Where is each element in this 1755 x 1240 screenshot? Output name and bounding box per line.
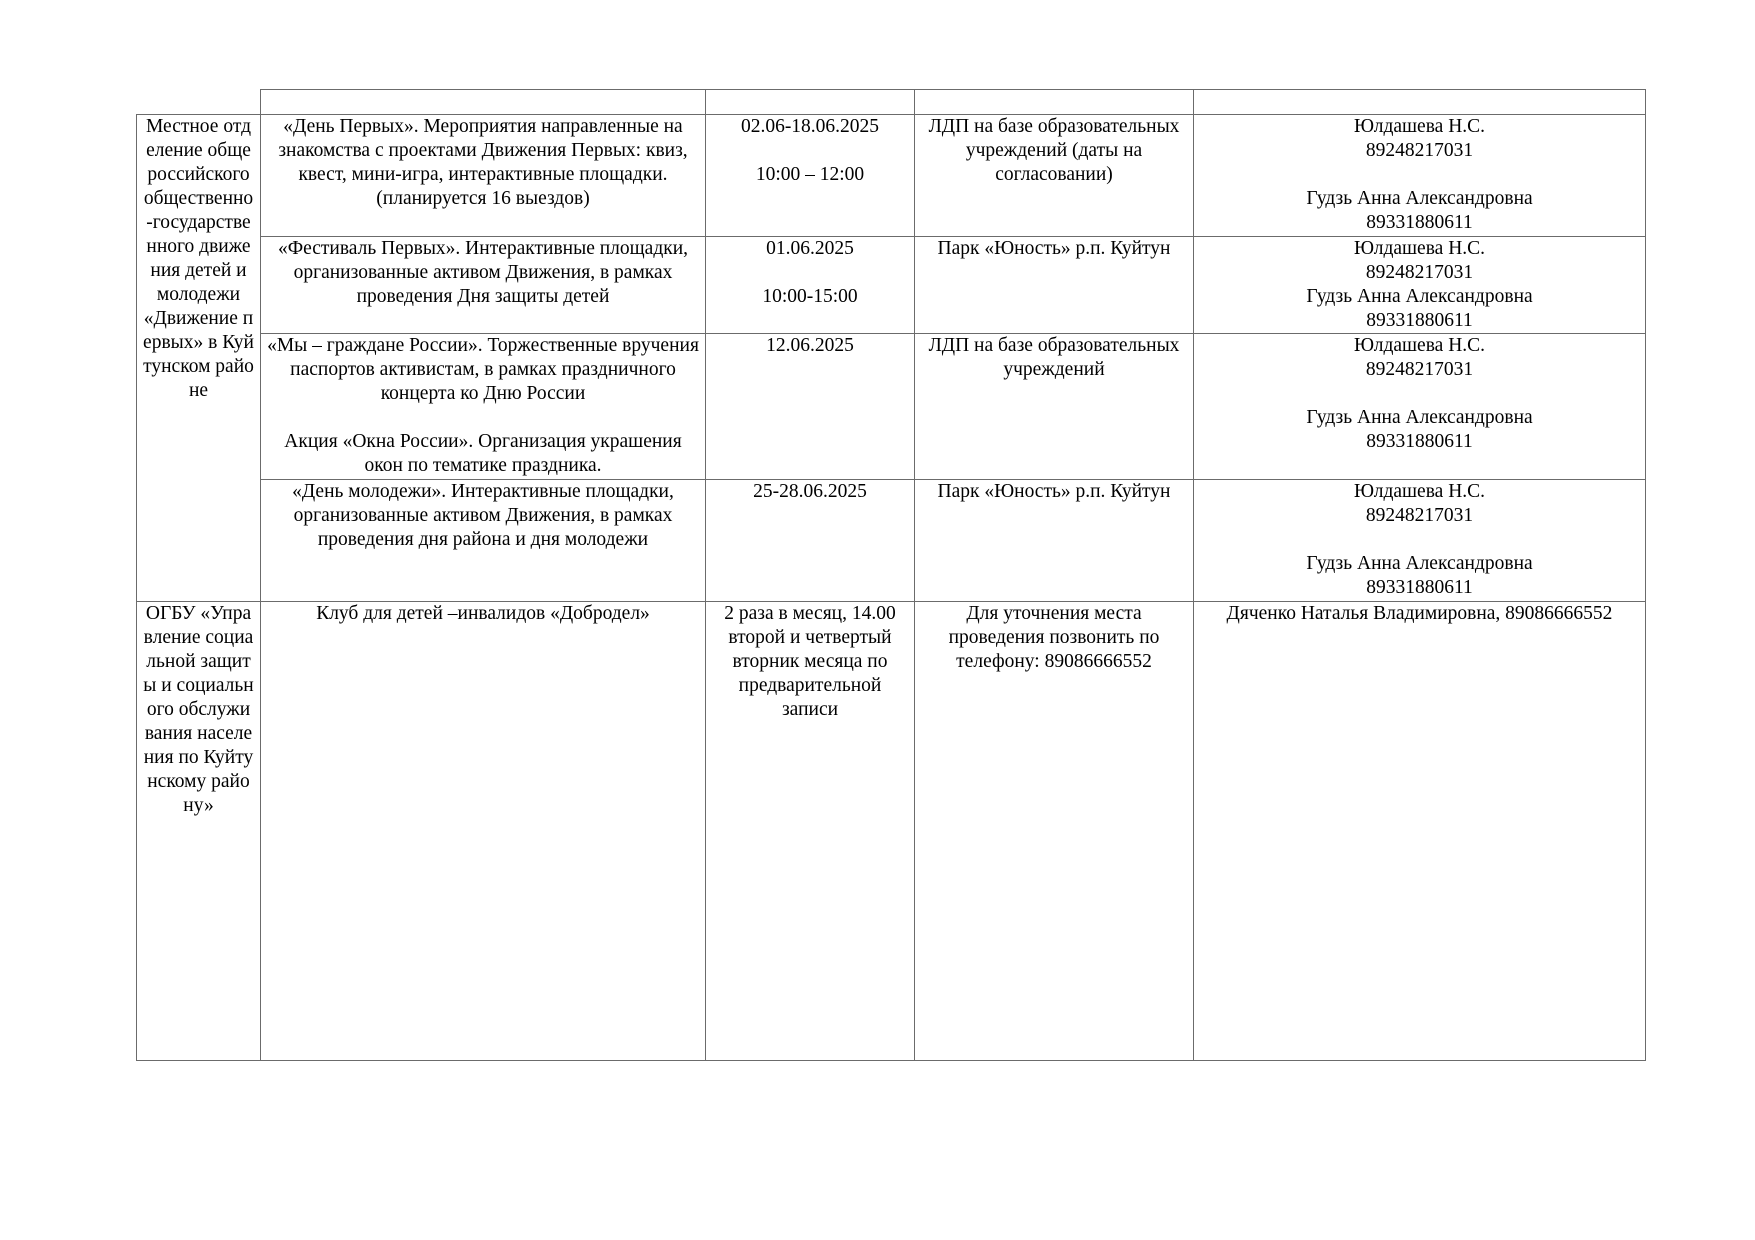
table-row [137, 334, 1646, 480]
empty-cell [706, 90, 915, 115]
event-contact: Юлдашева Н.С. 89248217031 Гудзь Анна Александровна 89331880611 [1194, 237, 1646, 334]
organization-name: ОГБУ «Управление социальной защиты и социального обслуживания населения по Куйтунскому району» [137, 602, 261, 1061]
organization-name: Местное отделение общероссийского общественно-государственного движения детей и молодежи «Движение первых» в Куйтунском районе [137, 115, 261, 602]
table-row [137, 602, 1646, 1061]
event-contact: Дяченко Наталья Владимировна, 89086666552 [1194, 602, 1646, 1061]
event-title: Клуб для детей –инвалидов «Добродел» [261, 602, 706, 1061]
table-row [137, 115, 1646, 237]
event-title: «День молодежи». Интерактивные площадки, организованные активом Движения, в рамках проведения дня района и дня молодежи [261, 480, 706, 602]
event-title: «День Первых». Мероприятия направленные на знакомства с проектами Движения Первых: квиз, квест, мини-игра, интерактивные площадки. (планируется 16 выездов) [261, 115, 706, 237]
empty-cell [261, 90, 706, 115]
event-title: «Мы – граждане России». Торжественные вручения паспортов активистам, в рамках праздничного концерта ко Дню России Акция «Окна России». Организация украшения окон по тематике праздника. [261, 334, 706, 480]
event-date: 01.06.2025 10:00-15:00 [706, 237, 915, 334]
empty-cell [1194, 90, 1646, 115]
table-row [137, 237, 1646, 334]
event-place: Для уточнения места проведения позвонить по телефону: 89086666552 [915, 602, 1194, 1061]
event-place: ЛДП на базе образовательных учреждений (даты на согласовании) [915, 115, 1194, 237]
event-date: 02.06-18.06.2025 10:00 – 12:00 [706, 115, 915, 237]
event-place: Парк «Юность» р.п. Куйтун [915, 480, 1194, 602]
event-place: ЛДП на базе образовательных учреждений [915, 334, 1194, 480]
events-table [136, 89, 1646, 1061]
table-row [137, 480, 1646, 602]
event-place: Парк «Юность» р.п. Куйтун [915, 237, 1194, 334]
empty-cell [915, 90, 1194, 115]
event-date: 12.06.2025 [706, 334, 915, 480]
empty-cell [137, 90, 261, 115]
event-date: 2 раза в месяц, 14.00 второй и четвертый вторник месяца по предварительной записи [706, 602, 915, 1061]
continuation-row [137, 90, 1646, 115]
event-date: 25-28.06.2025 [706, 480, 915, 602]
event-contact: Юлдашева Н.С. 89248217031 Гудзь Анна Александровна 89331880611 [1194, 480, 1646, 602]
event-contact: Юлдашева Н.С. 89248217031 Гудзь Анна Александровна 89331880611 [1194, 334, 1646, 480]
event-title: «Фестиваль Первых». Интерактивные площадки, организованные активом Движения, в рамках проведения Дня защиты детей [261, 237, 706, 334]
event-contact: Юлдашева Н.С. 89248217031 Гудзь Анна Александровна 89331880611 [1194, 115, 1646, 237]
